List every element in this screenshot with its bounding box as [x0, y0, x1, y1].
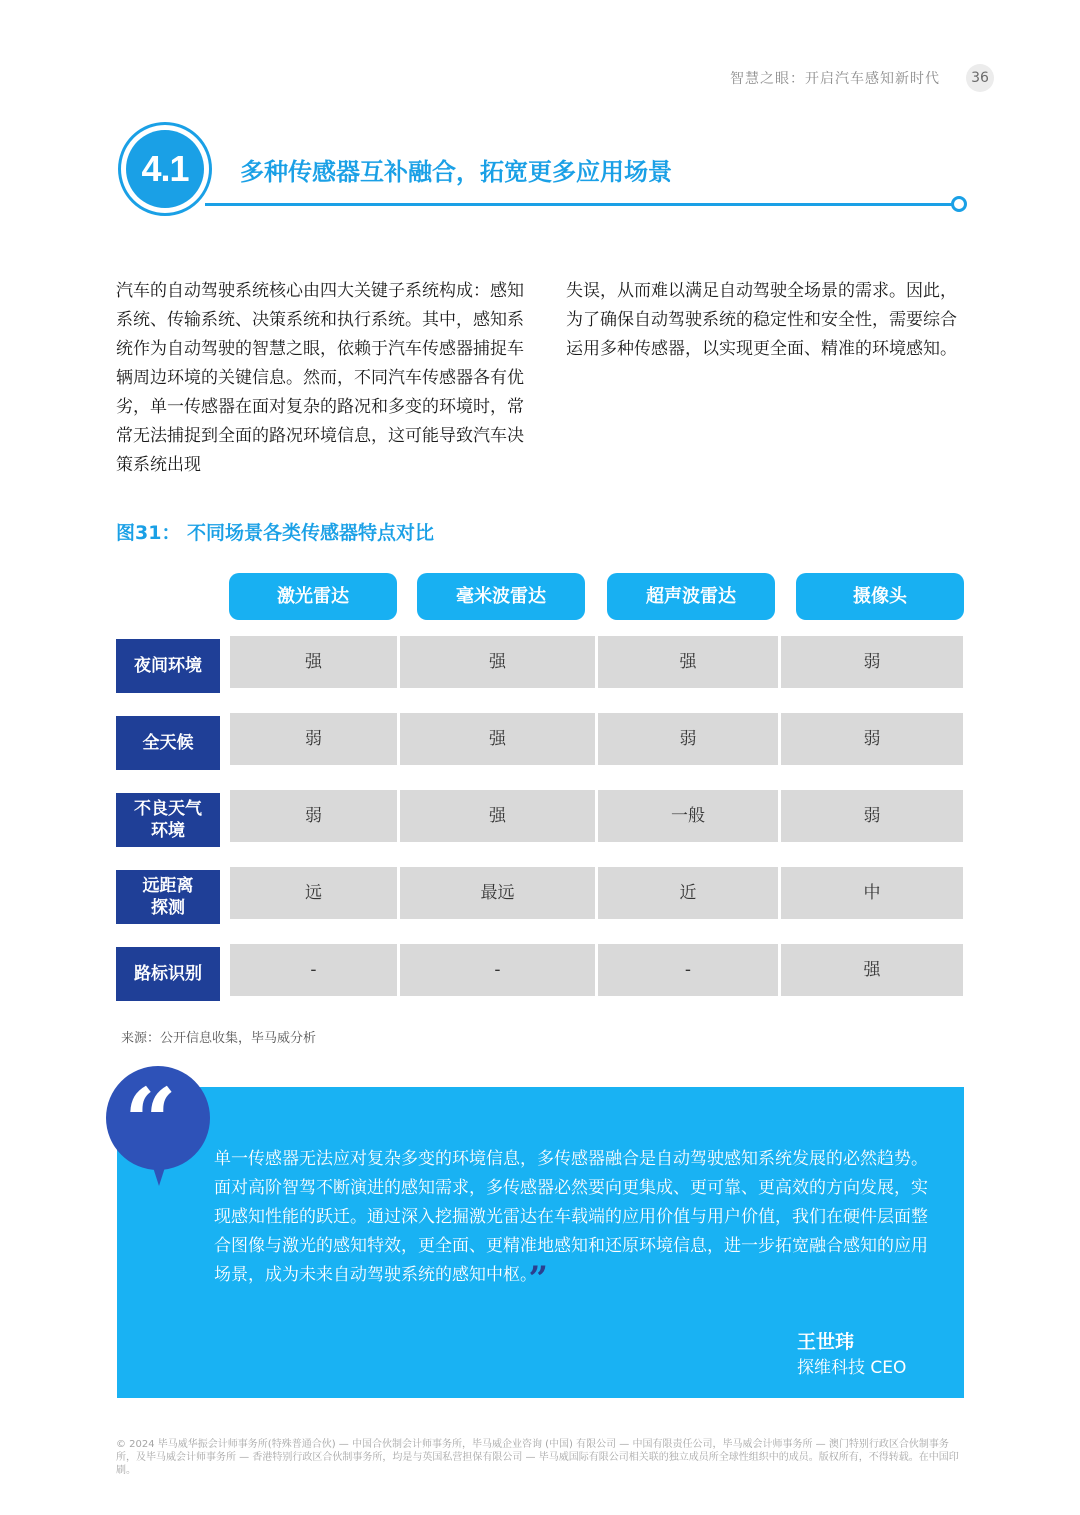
table-cell: 远 [230, 867, 397, 919]
table-cell: 弱 [598, 713, 778, 765]
table-cell: 强 [230, 636, 397, 688]
table-cell: 近 [598, 867, 778, 919]
close-quote-icon: ” [528, 1259, 549, 1299]
row-label-bad-weather [116, 793, 220, 847]
row-label-line: 远距离 [142, 876, 194, 896]
table-cell: 强 [400, 790, 595, 842]
table-cell: - [598, 944, 778, 996]
row-label-line: 探测 [151, 898, 185, 918]
table-cell: - [400, 944, 595, 996]
section-number: 4.1 [126, 130, 204, 208]
row-label-night: 夜间环境 [116, 639, 220, 693]
row-label-line: 环境 [151, 821, 185, 841]
column-header-camera: 摄像头 [796, 573, 964, 620]
open-quote-icon: “ [124, 1068, 177, 1176]
table-cell: 弱 [781, 790, 963, 842]
row-label-line: 不良天气 [134, 799, 202, 819]
quote-author-title: 探维科技 CEO [797, 1358, 907, 1378]
body-paragraph-left: 汽车的自动驾驶系统核心由四大关键子系统构成：感知系统、传输系统、决策系统和执行系统。其中，感知系统作为自动驾驶的智慧之眼，依赖于汽车传感器捕捉车辆周边环境的关键信息。然而，不同汽车传感器各有优劣，单一传感器在面对复杂的路况和多变的环境时，常常无法捕捉到全面的路况环境信息，这可能导致汽车决策系统出现 [116, 281, 524, 475]
quote-text [214, 1145, 934, 1299]
table-cell: 弱 [781, 636, 963, 688]
table-cell: 中 [781, 867, 963, 919]
table-cell: 弱 [230, 713, 397, 765]
table-cell: 弱 [781, 713, 963, 765]
table-cell: 强 [598, 636, 778, 688]
title-underline [205, 203, 955, 206]
body-paragraph-right: 失误，从而难以满足自动驾驶全场景的需求。因此，为了确保自动驾驶系统的稳定性和安全性，需要综合运用多种传感器，以实现更全面、精准的环境感知。 [566, 281, 957, 359]
table-cell: 一般 [598, 790, 778, 842]
table-cell: - [230, 944, 397, 996]
table-cell: 最远 [400, 867, 595, 919]
table-cell: 强 [400, 713, 595, 765]
table-cell: 弱 [230, 790, 397, 842]
copyright-footer: © 2024 毕马威华振会计师事务所(特殊普通合伙) — 中国合伙制会计师事务所，毕马威企业咨询 (中国) 有限公司 — 中国有限责任公司，毕马威会计师事务所 — 澳门特别行政区合伙制事务所，及毕马威会计师事务所 — 香港特别行政区合伙制事务所，均是与英国私营担保有限公司 — 毕马威国际有限公司相关联的独立成员所全球性组织中的成员。版权所有，不得转载。在中国印刷。 [116, 1439, 959, 1476]
row-label-all-weather: 全天候 [116, 716, 220, 770]
row-label-sign-recognition: 路标识别 [116, 947, 220, 1001]
column-header-lidar: 激光雷达 [229, 573, 397, 620]
running-header: 智慧之眼：开启汽车感知新时代 [730, 71, 940, 87]
column-header-mmwave-radar: 毫米波雷达 [417, 573, 585, 620]
column-header-ultrasonic-radar: 超声波雷达 [607, 573, 775, 620]
table-cell: 强 [781, 944, 963, 996]
table-cell: 强 [400, 636, 595, 688]
title-underline-dot [951, 196, 967, 212]
quote-body: 单一传感器无法应对复杂多变的环境信息，多传感器融合是自动驾驶感知系统发展的必然趋势。面对高阶智驾不断演进的感知需求，多传感器必然要向更集成、更可靠、更高效的方向发展，实现感知性能的跃迁。通过深入挖掘激光雷达在车载端的应用价值与用户价值，我们在硬件层面整合图像与激光的感知特效，更全面、更精准地感知和还原环境信息，进一步拓宽融合感知的应用场景，成为未来自动驾驶系统的感知中枢。 [214, 1149, 928, 1285]
section-title: 多种传感器互补融合，拓宽更多应用场景 [240, 158, 672, 186]
figure-source: 来源：公开信息收集，毕马威分析 [121, 1031, 317, 1046]
quote-author-name: 王世玮 [797, 1331, 855, 1353]
row-label-long-range [116, 870, 220, 924]
figure-caption: 图31： 不同场景各类传感器特点对比 [116, 522, 435, 544]
page-number: 36 [966, 64, 994, 92]
